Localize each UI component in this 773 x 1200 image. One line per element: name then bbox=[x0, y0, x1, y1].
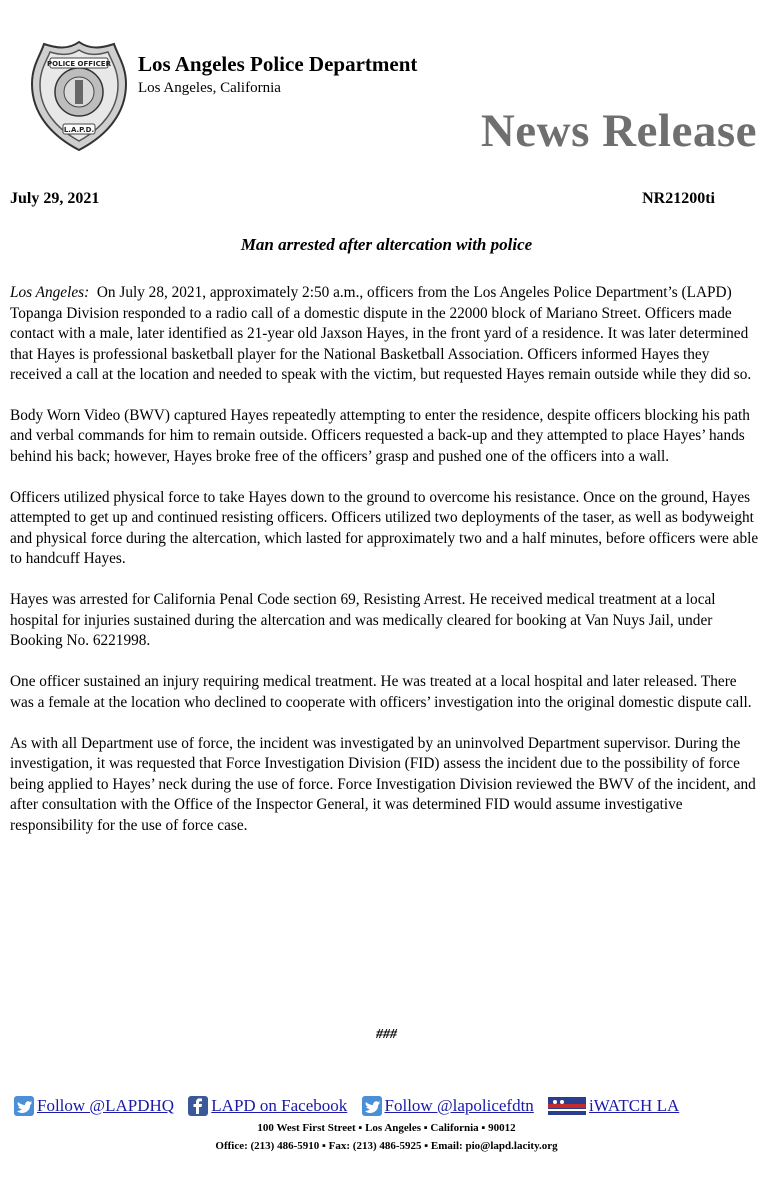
headline: Man arrested after altercation with police bbox=[240, 235, 533, 254]
svg-text:L.A.P.D.: L.A.P.D. bbox=[63, 126, 95, 134]
paragraph-1 bbox=[10, 283, 760, 386]
footer-address: 100 West First Street ▪ Los Angeles ▪ California ▪ 90012 bbox=[257, 1122, 516, 1134]
paragraph-5: One officer sustained an injury requiring medical treatment. He was treated at a local hospital and later released. There was a female at the location who declined to cooperate with officers’ investigation into the original domestic dispute call. bbox=[10, 673, 752, 711]
release-date: July 29, 2021 bbox=[10, 190, 100, 207]
release-number: NR21200ti bbox=[642, 190, 715, 207]
footer-link-label[interactable]: iWATCH LA bbox=[589, 1095, 680, 1115]
paragraph-1-text: On July 28, 2021, approximately 2:50 a.m., officers from the Los Angeles Police Department’s (LAPD) Topanga Division responded to a radio call of a domestic dispute in the 22000 block of Mariano Street. Officers made contact with a male, later identified as 21-year old Jaxson Hayes, in the front yard of a residence. It was later determined that Hayes is professional basketball player for the National Basketball Association. Officers informed Hayes they received a call at the location and needed to speak with the victim, but requested Hayes remain outside while they did so. bbox=[10, 284, 752, 383]
facebook-icon bbox=[188, 1096, 208, 1116]
footer-link-twitter-lapolicefdtn[interactable] bbox=[362, 1095, 534, 1116]
footer-link-twitter-lapdhq[interactable] bbox=[14, 1095, 174, 1116]
footer-link-label[interactable]: Follow @LAPDHQ bbox=[37, 1095, 175, 1115]
twitter-icon bbox=[14, 1096, 34, 1116]
paragraph-6: As with all Department use of force, the incident was investigated by an uninvolved Department supervisor. During the investigation, it was requested that Force Investigation Division (FID) assess the incident due to the possibility of force being applied to Hayes’ neck during the use of force. Force Investigation Division reviewed the BWV of the incident, and after consultation with the Office of the Inspector General, it was determined FID would assume investigative responsibility for the use of force case. bbox=[10, 734, 756, 834]
footer-link-facebook[interactable] bbox=[188, 1095, 347, 1116]
footer-link-iwatch[interactable] bbox=[548, 1095, 679, 1116]
social-links bbox=[14, 1094, 764, 1116]
footer-link-label[interactable]: LAPD on Facebook bbox=[211, 1095, 348, 1115]
paragraph-2: Body Worn Video (BWV) captured Hayes repeatedly attempting to enter the residence, despite officers blocking his path and verbal commands for him to remain outside. Officers requested a back-up and they attempted to place Hayes’ hands behind his back; however, Hayes broke free of the officers’ grasp and pushed one of the officers into a wall. bbox=[10, 406, 750, 465]
news-release-heading: News Release bbox=[480, 105, 757, 157]
org-name: Los Angeles Police Department bbox=[138, 52, 418, 76]
lead-in: Los Angeles: bbox=[10, 284, 90, 301]
lapd-badge-logo bbox=[30, 40, 128, 152]
footer-link-label[interactable]: Follow @lapolicefdtn bbox=[384, 1095, 534, 1115]
article-body bbox=[10, 283, 760, 857]
svg-text:POLICE OFFICER: POLICE OFFICER bbox=[47, 60, 111, 68]
twitter-icon bbox=[362, 1096, 382, 1116]
org-city: Los Angeles, California bbox=[138, 80, 281, 96]
paragraph-3: Officers utilized physical force to take Hayes down to the ground to overcome his resistance. Once on the ground, Hayes attempted to get up and continued resisting officers. Officers utilized two deployments of the taser, as well as bodyweight and physical force during the altercation, which lasted for approximately two and a half minutes, before officers were able to handcuff Hayes. bbox=[10, 488, 759, 567]
paragraph-4: Hayes was arrested for California Penal Code section 69, Resisting Arrest. He received medical treatment at a local hospital for injuries sustained during the altercation and was medically cleared for booking at Van Nuys Jail, under Booking No. 6221998. bbox=[10, 591, 716, 649]
iwatch-icon bbox=[548, 1097, 586, 1115]
end-mark: ### bbox=[376, 1027, 397, 1042]
footer-contact: Office: (213) 486-5910 ▪ Fax: (213) 486-5925 ▪ Email: pio@lapd.lacity.org bbox=[215, 1140, 558, 1152]
